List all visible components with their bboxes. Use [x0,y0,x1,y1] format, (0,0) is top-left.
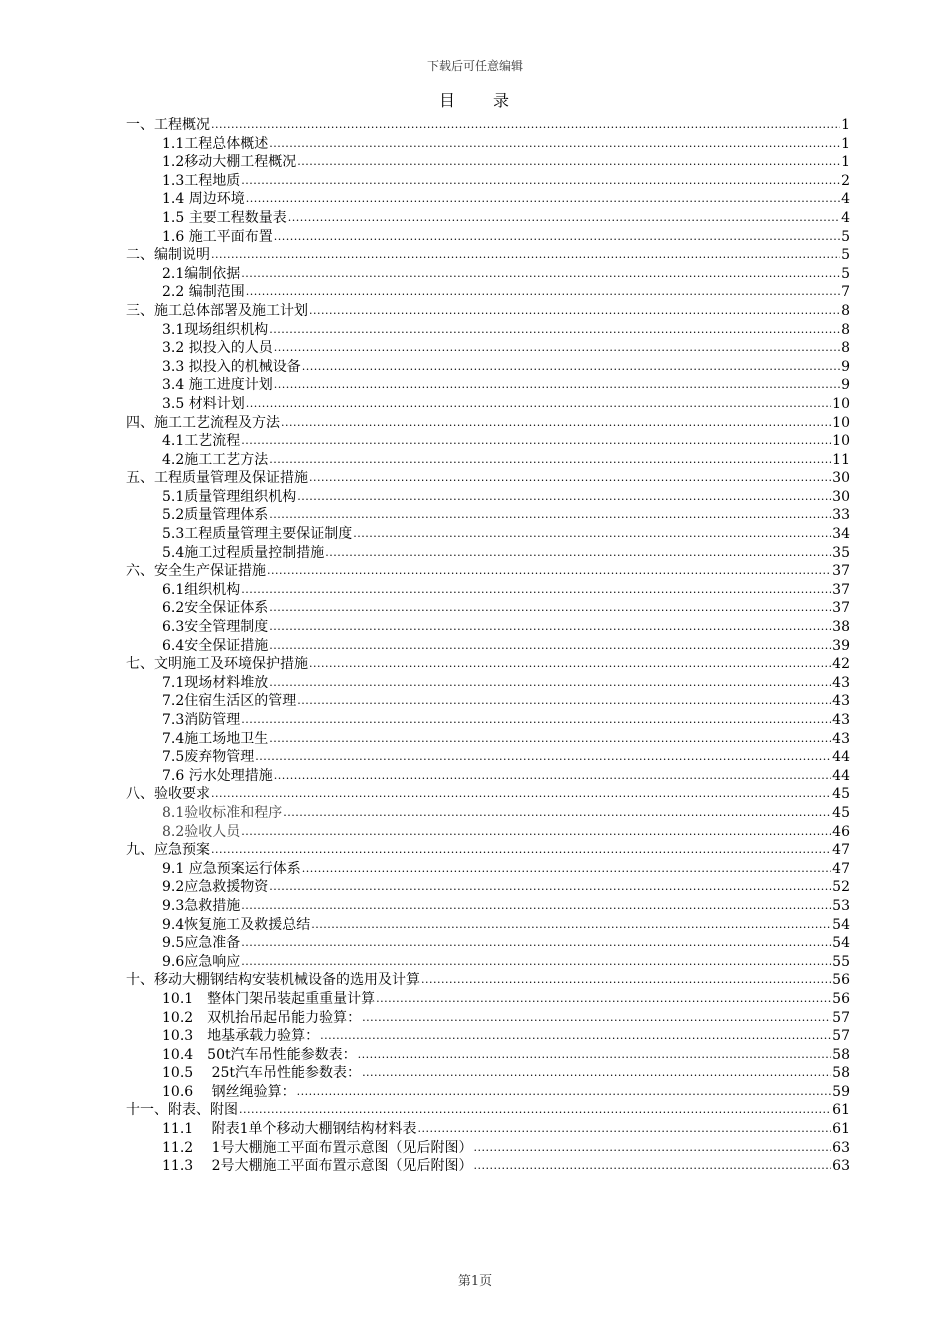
toc-dot-leader [246,283,840,302]
toc-entry-label: 7.4施工场地卫生 [162,730,269,747]
toc-page-number: 9 [841,377,850,394]
toc-page-number: 10 [832,414,850,431]
toc-page-number: 11 [832,451,850,468]
toc-section-entry[interactable] [126,711,850,730]
toc-dot-leader [241,265,840,284]
toc-dot-leader [269,878,831,897]
toc-page-number: 56 [832,972,850,989]
toc-dot-leader [362,1064,831,1083]
toc-dot-leader [325,544,831,563]
toc-page-number: 44 [832,767,850,784]
toc-dot-leader [274,376,840,395]
toc-entry-label: 5.2质量管理体系 [162,507,269,524]
toc-chapter-entry[interactable] [126,841,850,860]
toc-entry-label: 10.2 双机抬吊起吊能力验算： [162,1009,362,1026]
toc-entry-label: 六、安全生产保证措施 [126,563,266,580]
table-of-contents [126,116,850,1176]
toc-section-entry[interactable] [126,1046,850,1065]
toc-entry-label: 6.1组织机构 [162,581,241,598]
toc-dot-leader [474,1157,832,1176]
toc-entry-label: 10.5 25t汽车吊性能参数表： [162,1065,362,1082]
toc-section-entry[interactable] [126,265,850,284]
toc-page-number: 57 [832,1028,850,1045]
toc-dot-leader [241,897,831,916]
toc-page-number: 52 [832,879,850,896]
toc-section-entry[interactable] [126,674,850,693]
toc-page-number: 47 [832,860,850,877]
toc-entry-label: 6.4安全保证措施 [162,637,269,654]
toc-page-number: 35 [832,544,850,561]
toc-dot-leader [267,562,831,581]
toc-entry-label: 7.6 污水处理措施 [162,767,273,784]
toc-entry-label: 十、移动大棚钢结构安装机械设备的选用及计算 [126,972,420,989]
toc-dot-leader [269,730,831,749]
toc-entry-label: 4.1工艺流程 [162,433,241,450]
toc-dot-leader [211,785,831,804]
toc-entry-label: 二、编制说明 [126,247,210,264]
toc-section-entry[interactable] [126,637,850,656]
toc-page-number: 30 [832,470,850,487]
toc-dot-leader [211,246,840,265]
toc-chapter-entry[interactable] [126,302,850,321]
toc-section-entry[interactable] [126,860,850,879]
toc-entry-label: 7.2住宿生活区的管理 [162,693,297,710]
toc-section-entry[interactable] [126,748,850,767]
toc-page-number: 10 [832,433,850,450]
toc-section-entry[interactable] [126,916,850,935]
toc-section-entry[interactable] [126,172,850,191]
toc-section-entry[interactable] [126,488,850,507]
toc-entry-label: 8.1验收标准和程序 [162,804,283,821]
toc-chapter-entry[interactable] [126,1101,850,1120]
toc-entry-label: 1.5 主要工程数量表 [162,209,287,226]
toc-page-number: 7 [841,284,850,301]
toc-entry-label: 10.4 50t汽车吊性能参数表： [162,1046,357,1063]
toc-page-number: 37 [832,563,850,580]
toc-dot-leader [297,1083,832,1102]
toc-section-entry[interactable] [126,1027,850,1046]
toc-dot-leader [418,1120,832,1139]
toc-dot-leader [311,916,831,935]
toc-entry-label: 11.2 1号大棚施工平面布置示意图（见后附图） [162,1139,473,1156]
toc-dot-leader [241,953,831,972]
toc-section-entry[interactable] [126,804,850,823]
toc-dot-leader [421,971,831,990]
toc-page-number: 54 [832,916,850,933]
toc-dot-leader [255,748,831,767]
toc-page-number: 57 [832,1009,850,1026]
toc-entry-label: 十一、附表、附图 [126,1102,238,1119]
toc-chapter-entry[interactable] [126,469,850,488]
toc-section-entry[interactable] [126,823,850,842]
toc-entry-label: 7.3消防管理 [162,712,241,728]
toc-entry-label: 10.3 地基承载力验算： [162,1028,320,1045]
toc-page-number: 43 [832,712,850,728]
toc-entry-label: 一、工程概况 [126,117,210,133]
toc-dot-leader [274,767,831,786]
toc-dot-leader [241,172,840,191]
toc-dot-leader [274,339,840,358]
toc-section-entry[interactable] [126,135,850,154]
toc-dot-leader [241,581,831,600]
toc-dot-leader [358,1046,832,1065]
toc-dot-leader [302,358,840,377]
toc-entry-label: 三、施工总体部署及施工计划 [126,302,308,319]
toc-dot-leader [246,395,831,414]
toc-section-entry[interactable] [126,451,850,470]
toc-page-number: 45 [832,786,850,803]
toc-page-number: 53 [832,897,850,914]
toc-dot-leader [211,116,840,135]
toc-dot-leader [309,655,831,674]
toc-section-entry[interactable] [126,321,850,340]
toc-page-number: 56 [832,990,850,1007]
toc-page-number: 61 [832,1121,850,1138]
toc-dot-leader [269,599,831,618]
toc-page-number: 38 [832,619,850,636]
toc-page-number: 39 [832,637,850,654]
toc-chapter-entry[interactable] [126,414,850,433]
toc-entry-label: 6.2安全保证体系 [162,600,269,617]
toc-page-number: 43 [832,674,850,691]
toc-entry-label: 1.2移动大棚工程概况 [162,154,297,171]
toc-section-entry[interactable] [126,190,850,209]
toc-page-number: 58 [832,1065,850,1082]
toc-dot-leader [362,1009,831,1028]
toc-dot-leader [309,302,840,321]
toc-dot-leader [269,618,831,637]
toc-page-number: 1 [841,117,850,133]
page-footer: 第1页 [457,1274,493,1289]
toc-section-entry[interactable] [126,618,850,637]
toc-page-number: 43 [832,693,850,710]
toc-page-number: 63 [832,1158,850,1175]
toc-entry-label: 9.2应急救援物资 [162,879,269,896]
toc-dot-leader [269,321,840,340]
toc-page-number: 4 [841,209,850,226]
toc-entry-label: 10.1 整体门架吊装起重重量计算 [162,990,376,1007]
toc-dot-leader [241,711,831,730]
toc-section-entry[interactable] [126,432,850,451]
toc-entry-label: 3.3 拟投入的机械设备 [162,358,301,375]
toc-section-entry[interactable] [126,283,850,302]
toc-dot-leader [241,432,831,451]
toc-dot-leader [309,469,831,488]
toc-entry-label: 九、应急预案 [126,842,210,859]
toc-page-number: 37 [832,600,850,617]
toc-page-number: 34 [832,526,850,543]
toc-section-entry[interactable] [126,1064,850,1083]
toc-entry-label: 9.6应急响应 [162,953,241,970]
toc-entry-label: 八、验收要求 [126,786,210,803]
toc-page-number: 10 [832,395,850,412]
toc-section-entry[interactable] [126,581,850,600]
toc-section-entry[interactable] [126,730,850,749]
toc-section-entry[interactable] [126,376,850,395]
toc-section-entry[interactable] [126,1157,850,1176]
toc-page-number: 1 [841,154,850,171]
toc-page-number: 5 [841,228,850,245]
toc-entry-label: 8.2验收人员 [162,823,241,840]
toc-dot-leader [269,451,831,470]
toc-page-number: 33 [832,507,850,524]
toc-dot-leader [297,488,831,507]
toc-page-number: 42 [832,656,850,673]
toc-entry-label: 3.4 施工进度计划 [162,377,273,394]
toc-chapter-entry[interactable] [126,116,850,135]
toc-entry-label: 1.1工程总体概述 [162,135,269,152]
toc-chapter-entry[interactable] [126,785,850,804]
toc-entry-label: 1.6 施工平面布置 [162,228,273,245]
toc-page-number: 8 [841,321,850,338]
toc-page-number: 8 [841,340,850,357]
toc-section-entry[interactable] [126,358,850,377]
toc-page-number: 2 [841,172,850,189]
toc-chapter-entry[interactable] [126,562,850,581]
toc-entry-label: 11.3 2号大棚施工平面布置示意图（见后附图） [162,1158,473,1175]
toc-page-number: 45 [832,804,850,821]
toc-entry-label: 5.3工程质量管理主要保证制度 [162,526,353,543]
toc-section-entry[interactable] [126,1009,850,1028]
toc-entry-label: 2.2 编制范围 [162,284,245,301]
toc-section-entry[interactable] [126,506,850,525]
toc-dot-leader [320,1027,831,1046]
toc-entry-label: 9.1 应急预案运行体系 [162,860,301,877]
toc-entry-label: 4.2施工工艺方法 [162,451,269,468]
toc-dot-leader [297,153,840,172]
toc-dot-leader [274,228,840,247]
toc-entry-label: 1.3工程地质 [162,172,241,189]
toc-page-number: 54 [832,935,850,952]
toc-section-entry[interactable] [126,153,850,172]
toc-section-entry[interactable] [126,228,850,247]
toc-entry-label: 5.4施工过程质量控制措施 [162,544,325,561]
toc-section-entry[interactable] [126,990,850,1009]
toc-dot-leader [302,860,831,879]
toc-section-entry[interactable] [126,878,850,897]
toc-page-number: 9 [841,358,850,375]
toc-entry-label: 3.2 拟投入的人员 [162,340,273,357]
toc-dot-leader [241,823,831,842]
toc-entry-label: 7.5废弃物管理 [162,749,255,766]
toc-dot-leader [353,525,831,544]
toc-section-entry[interactable] [126,767,850,786]
toc-chapter-entry[interactable] [126,246,850,265]
toc-section-entry[interactable] [126,934,850,953]
toc-entry-label: 9.3急救措施 [162,897,241,914]
toc-entry-label: 3.1现场组织机构 [162,321,269,338]
toc-section-entry[interactable] [126,339,850,358]
toc-section-entry[interactable] [126,897,850,916]
toc-section-entry[interactable] [126,953,850,972]
toc-entry-label: 5.1质量管理组织机构 [162,488,297,505]
toc-dot-leader [241,934,831,953]
toc-dot-leader [297,692,831,711]
toc-page-number: 46 [832,823,850,840]
toc-page-number: 1 [841,135,850,152]
toc-page-number: 44 [832,749,850,766]
toc-page-number: 55 [832,953,850,970]
toc-dot-leader [269,506,831,525]
toc-dot-leader [283,804,831,823]
toc-page-number: 5 [841,247,850,264]
toc-section-entry[interactable] [126,1083,850,1102]
toc-page-number: 58 [832,1046,850,1063]
toc-dot-leader [269,637,831,656]
toc-page-number: 61 [832,1102,850,1119]
toc-entry-label: 四、施工工艺流程及方法 [126,414,280,431]
toc-section-entry[interactable] [126,209,850,228]
toc-entry-label: 五、工程质量管理及保证措施 [126,470,308,487]
toc-entry-label: 2.1编制依据 [162,265,241,282]
toc-title: 目 录 [438,91,511,110]
toc-chapter-entry[interactable] [126,655,850,674]
toc-section-entry[interactable] [126,395,850,414]
toc-entry-label: 1.4 周边环境 [162,191,245,208]
toc-chapter-entry[interactable] [126,971,850,990]
toc-dot-leader [474,1139,832,1158]
toc-section-entry[interactable] [126,1120,850,1139]
toc-section-entry[interactable] [126,525,850,544]
toc-page-number: 43 [832,730,850,747]
toc-page-number: 47 [832,842,850,859]
toc-entry-label: 6.3安全管理制度 [162,619,269,636]
toc-entry-label: 10.6 钢丝绳验算： [162,1083,296,1100]
toc-entry-label: 7.1现场材料堆放 [162,674,269,691]
toc-section-entry[interactable] [126,544,850,563]
toc-entry-label: 3.5 材料计划 [162,395,245,412]
toc-page-number: 30 [832,488,850,505]
toc-entry-label: 七、文明施工及环境保护措施 [126,656,308,673]
toc-page-number: 8 [841,302,850,319]
toc-entry-label: 9.4恢复施工及救援总结 [162,916,311,933]
toc-dot-leader [239,1101,831,1120]
toc-section-entry[interactable] [126,1139,850,1158]
toc-dot-leader [246,190,840,209]
toc-dot-leader [288,209,840,228]
page-header: 下载后可任意编辑 [426,59,523,73]
toc-section-entry[interactable] [126,599,850,618]
toc-dot-leader [269,135,840,154]
toc-entry-label: 9.5应急准备 [162,935,241,952]
toc-page-number: 59 [832,1083,850,1100]
toc-page-number: 4 [841,191,850,208]
toc-dot-leader [281,414,831,433]
toc-page-number: 63 [832,1139,850,1156]
toc-dot-leader [269,674,831,693]
toc-section-entry[interactable] [126,692,850,711]
toc-page-number: 37 [832,581,850,598]
toc-page-number: 5 [841,265,850,282]
toc-dot-leader [211,841,831,860]
toc-entry-label: 11.1 附表1单个移动大棚钢结构材料表 [162,1121,417,1138]
toc-dot-leader [376,990,831,1009]
